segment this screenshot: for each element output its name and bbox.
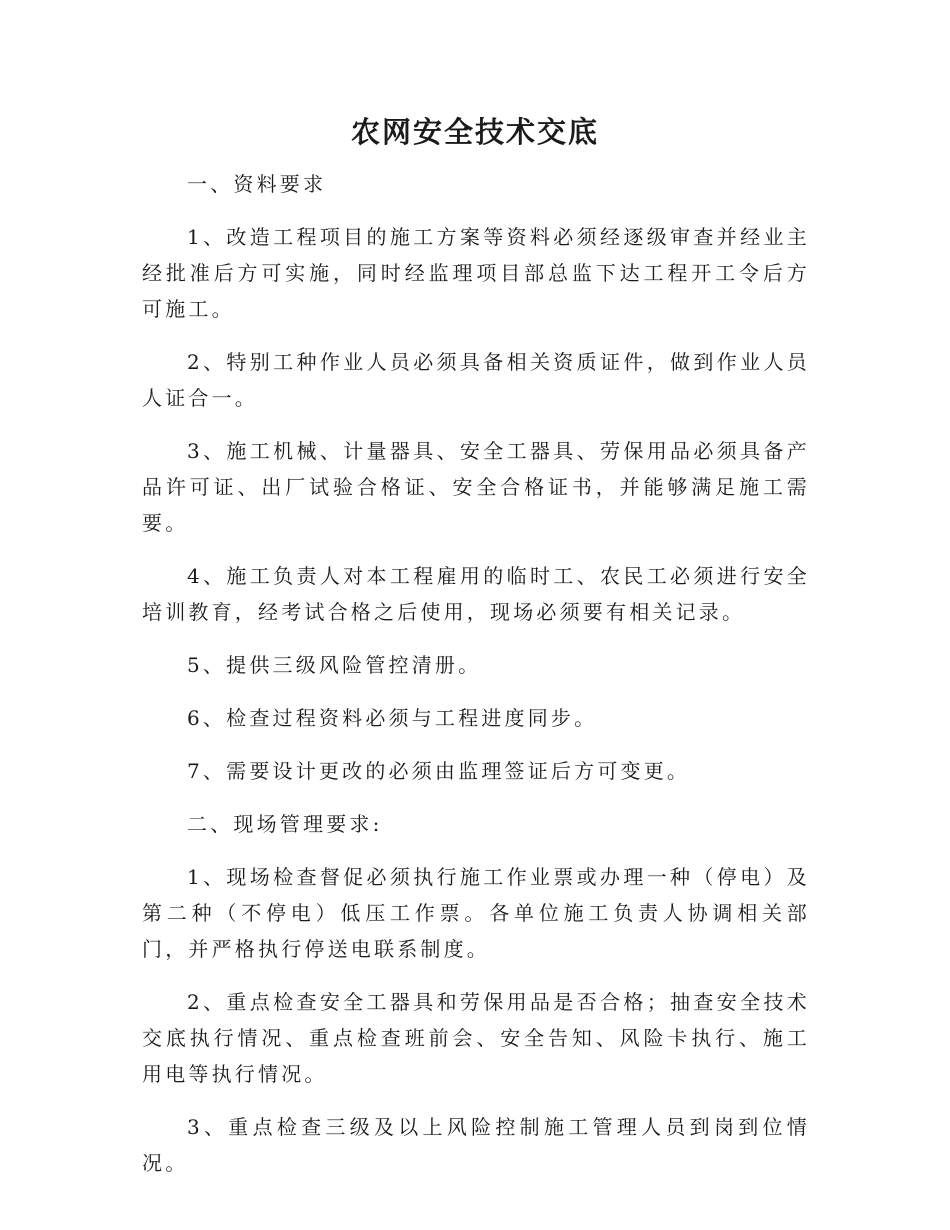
- paragraph-site-1: 1、现场检查督促必须执行施工作业票或办理一种（停电）及第二种（不停电）低压工作票。各单位施工负责人协调相关部门，并严格执行停送电联系制度。: [142, 865, 810, 961]
- paragraph-materials-5: 5、提供三级风险管控清册。: [187, 653, 482, 677]
- paragraph-site-2: 2、重点检查安全工器具和劳保用品是否合格；抽查安全技术交底执行情况、重点检查班前会、安全告知、风险卡执行、施工用电等执行情况。: [142, 990, 810, 1086]
- paragraph-materials-3: 3、施工机械、计量器具、安全工器具、劳保用品必须具备产品许可证、出厂试验合格证、安全合格证书，并能够满足施工需要。: [142, 439, 810, 535]
- paragraph-site-3: 3、重点检查三级及以上风险控制施工管理人员到岗到位情况。: [142, 1115, 810, 1175]
- document-title: 农网安全技术交底: [350, 115, 599, 149]
- paragraph-materials-1: 1、改造工程项目的施工方案等资料必须经逐级审查并经业主经批准后方可实施，同时经监理项目部总监下达工程开工令后方可施工。: [142, 225, 810, 321]
- paragraph-materials-7: 7、需要设计更改的必须由监理签证后方可变更。: [187, 759, 691, 783]
- paragraph-materials-2: 2、特别工种作业人员必须具备相关资质证件，做到作业人员人证合一。: [142, 350, 810, 410]
- paragraph-materials-4: 4、施工负责人对本工程雇用的临时工、农民工必须进行安全培训教育，经考试合格之后使用，现场必须要有相关记录。: [142, 564, 810, 624]
- section-heading-site-management: 二、现场管理要求:: [187, 812, 383, 836]
- paragraph-materials-6: 6、检查过程资料必须与工程进度同步。: [187, 706, 598, 730]
- section-heading-materials: 一、资料要求: [187, 172, 327, 196]
- document-body: [142, 166, 810, 1198]
